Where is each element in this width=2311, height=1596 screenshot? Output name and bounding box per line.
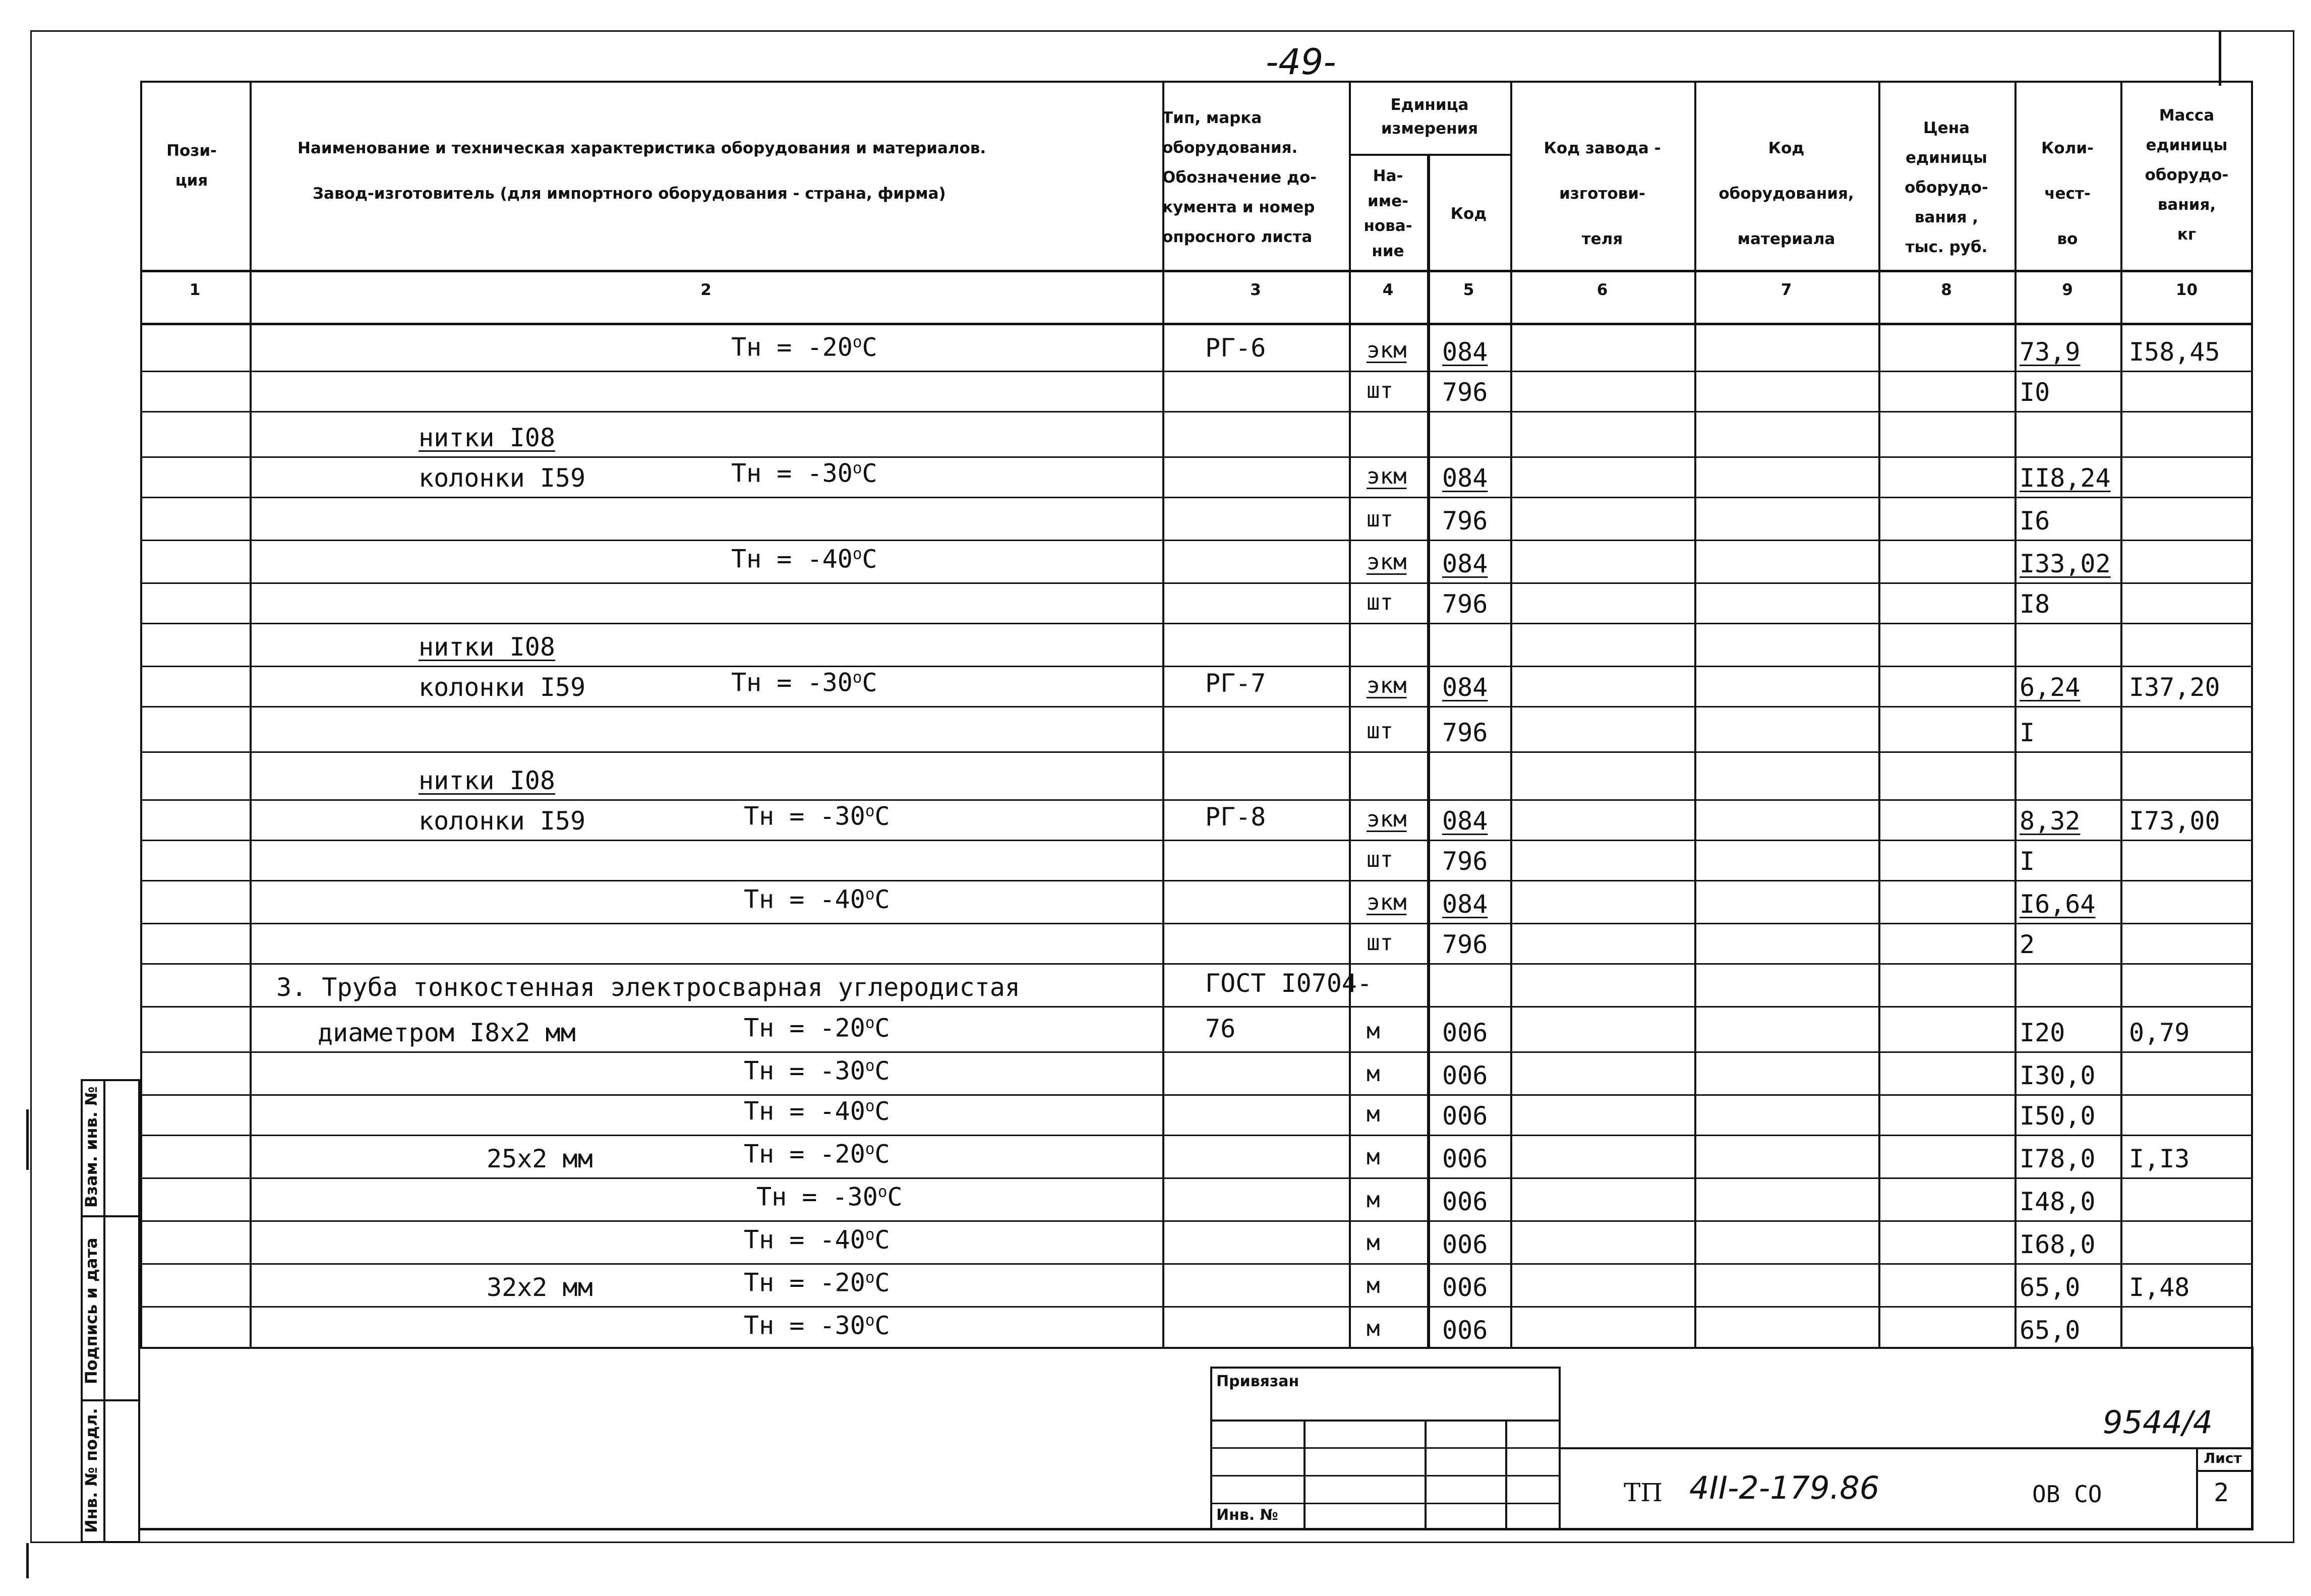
side-label-signature: Подпись и дата [82,1237,101,1384]
row-temperature: Тн = $-20^oС$ [744,1013,890,1043]
row-line [140,1051,2253,1053]
row-temperature: Тн = $-20^oС$ [744,1268,890,1297]
row-unit-code: 006 [1442,1018,1488,1047]
row-unit-code: 796 [1442,589,1488,619]
sheet-label: Лист [2204,1450,2242,1466]
privyazan-vline1 [1303,1420,1306,1530]
column-number-3: 3 [1250,281,1261,299]
row-line [140,1006,2253,1008]
side-stamp-row1 [81,1215,140,1217]
row-unit-name: м [1367,1230,1380,1256]
row-line [140,371,2253,372]
column-number-6: 6 [1596,281,1608,299]
row-name: 25x2 мм [487,1144,593,1173]
row-unit-code: 084 [1442,673,1488,702]
row-unit-code: 084 [1442,337,1488,367]
row-line [140,1306,2253,1308]
degree-unit: $^o$С [852,332,877,362]
degree-unit: $^o$С [865,1139,890,1169]
row-unit-code: 006 [1442,1061,1488,1090]
row-unit-code: 084 [1442,890,1488,919]
header-name-line2: Завод-изготовитель (для импортного оборудования - страна, фирма) [313,185,946,203]
row-temperature: Тн = $-40^oС$ [731,544,877,574]
row-line [140,582,2253,584]
row-temperature: Тн = $-20^oС$ [744,1139,890,1169]
column-number-2: 2 [700,281,712,299]
row-name: диаметром I8x2 мм [318,1018,576,1047]
row-line [140,1177,2253,1179]
row-unit-code: 796 [1442,930,1488,959]
side-stamp-split [103,1079,105,1543]
page-number: -49- [1266,41,1336,83]
row-line [140,880,2253,881]
row-quantity: 65,0 [2020,1316,2081,1345]
row-unit-name: экм [1367,549,1407,575]
degree-unit: $^o$С [865,1311,890,1340]
privyazan-line1 [1210,1420,1561,1422]
header-name-line1: Наименование и техническая характеристика оборудования и материалов. [298,139,986,157]
degree-unit: $^o$С [865,1225,890,1255]
row-unit-name: экм [1367,463,1407,489]
degree-unit: $^o$С [865,1096,890,1126]
row-quantity: 6,24 [2020,673,2081,702]
row-mass: I58,45 [2129,337,2220,367]
row-line [140,1094,2253,1096]
row-quantity: I78,0 [2020,1144,2096,1173]
row-unit-name: шт [1367,506,1393,532]
degree-unit: $^o$С [852,458,877,488]
row-temperature: Тн = $-30^oС$ [744,1056,890,1086]
archive-number: 9544/4 [2103,1404,2213,1441]
header-position: Пози- ция [166,142,217,190]
row-quantity: II8,24 [2020,463,2111,493]
header-bottom-line [140,270,2253,272]
row-name: колонки I59 [419,463,586,493]
column-number-5: 5 [1463,281,1474,299]
row-unit-name: экм [1367,806,1407,832]
privyazan-line4 [1210,1503,1561,1504]
header-factory-code: Код завода - изготови- теля [1544,139,1661,248]
row-type: РГ-6 [1205,333,1266,363]
row-unit-code: 006 [1442,1144,1488,1173]
row-quantity: I68,0 [2020,1230,2096,1259]
stamp-bottom-line [140,1528,2253,1530]
row-line [140,1220,2253,1222]
row-quantity: I20 [2020,1018,2065,1047]
row-unit-name: м [1367,1018,1380,1044]
row-type: ГОСТ I0704- [1205,969,1373,998]
title-block-top [1561,1447,2253,1449]
row-unit-code: 006 [1442,1316,1488,1345]
degree-unit: $^o$С [852,668,877,697]
row-line [140,923,2253,924]
row-unit-name: м [1367,1316,1380,1341]
degree-unit: $^o$С [865,1268,890,1297]
privyazan-label: Привязан [1216,1373,1299,1390]
row-unit-code: 084 [1442,463,1488,493]
row-name: колонки I59 [419,673,586,702]
row-name: нитки I08 [419,766,555,795]
degree-unit: $^o$С [865,884,890,914]
header-price: Цена единицы оборудо- вания , тыс. руб. [1905,119,1988,256]
row-line [140,799,2253,801]
header-mass: Масса единицы оборудо- вания, кг [2145,106,2229,244]
degree-unit: $^o$С [865,801,890,831]
row-unit-code: 796 [1442,718,1488,747]
row-name: колонки I59 [419,806,586,836]
header-unit-name: На- име- нова- ние [1364,167,1412,260]
margin-tick-1 [26,1109,29,1170]
privyazan-vline2 [1425,1420,1427,1530]
row-temperature: Тн = $-20^oС$ [731,332,877,362]
row-line [140,1263,2253,1265]
row-unit-name: экм [1367,890,1407,915]
row-quantity: I0 [2020,378,2050,407]
row-temperature: Тн = $-30^oС$ [744,801,890,831]
inv-no-label: Инв. № [1216,1506,1278,1524]
privyazan-line2 [1210,1447,1561,1449]
sheet-number: 2 [2214,1478,2229,1507]
row-line [140,623,2253,624]
row-temperature: Тн = $-30^oС$ [731,668,877,697]
column-number-4: 4 [1382,281,1394,299]
row-unit-name: м [1367,1273,1380,1298]
privyazan-line3 [1210,1475,1561,1476]
row-quantity: 65,0 [2020,1273,2081,1302]
unit-group-line [1349,154,1510,156]
column-number-8: 8 [1941,281,1952,299]
row-temperature: Тн = $-30^oС$ [756,1182,903,1212]
row-type: РГ-8 [1205,802,1266,832]
degree-unit: $^o$С [865,1013,890,1043]
row-unit-code: 006 [1442,1230,1488,1259]
row-mass: I,I3 [2129,1144,2190,1173]
doc-number: 4II-2-179.86 [1689,1469,1880,1506]
sheet-box-split [2196,1470,2253,1472]
row-mass: I37,20 [2129,673,2220,702]
row-line [140,540,2253,541]
corner-tab-line [2219,30,2221,86]
doc-code: ОВ СО [2032,1481,2102,1508]
margin-tick-2 [26,1543,29,1578]
side-label-inv: Инв. № подл. [82,1408,101,1533]
row-unit-name: м [1367,1144,1380,1170]
row-quantity: I30,0 [2020,1061,2096,1090]
row-temperature: Тн = $-40^oС$ [744,884,890,914]
row-unit-code: 084 [1442,549,1488,578]
row-line [140,706,2253,707]
row-quantity: I6,64 [2020,890,2096,919]
row-quantity: I50,0 [2020,1101,2096,1131]
row-unit-name: м [1367,1061,1380,1087]
row-unit-name: шт [1367,718,1393,744]
row-line [140,1135,2253,1136]
header-quantity: Коли- чест- во [2041,139,2094,248]
side-label-replace: Взам. инв. № [82,1086,101,1208]
row-name: нитки I08 [419,423,555,452]
row-temperature: Тн = $-40^oС$ [744,1096,890,1126]
row-unit-name: экм [1367,673,1407,698]
row-temperature: Тн = $-30^oС$ [731,458,877,488]
row-mass: I,48 [2129,1273,2190,1302]
row-unit-name: м [1367,1101,1380,1127]
row-name: 32x2 мм [487,1273,593,1302]
row-mass: I73,00 [2129,806,2220,836]
row-unit-name: шт [1367,930,1393,956]
row-type: РГ-7 [1205,669,1266,698]
row-quantity: I48,0 [2020,1187,2096,1216]
row-unit-code: 006 [1442,1273,1488,1302]
row-quantity: I [2020,718,2035,747]
header-unit-code: Код [1450,205,1487,223]
colnum-bottom-line [140,323,2253,325]
row-quantity: I33,02 [2020,549,2111,578]
column-number-7: 7 [1781,281,1792,299]
degree-unit: $^o$С [852,544,877,574]
row-line [140,411,2253,412]
row-quantity: 2 [2020,930,2035,959]
row-unit-code: 796 [1442,378,1488,407]
row-line [140,840,2253,841]
header-type: Тип, марка оборудования. Обозначение до- кумента и номер опросного листа [1162,109,1317,246]
row-line [140,666,2253,667]
side-stamp-row2 [81,1399,140,1401]
row-mass: 0,79 [2129,1018,2190,1047]
row-quantity: 73,9 [2020,337,2081,367]
row-quantity: I8 [2020,589,2050,619]
row-unit-name: шт [1367,847,1393,872]
row-quantity: I6 [2020,506,2050,536]
degree-unit: $^o$С [865,1056,890,1086]
row-unit-code: 796 [1442,847,1488,876]
row-line [140,751,2253,753]
column-number-9: 9 [2062,281,2073,299]
header-equipment-code: Код оборудования, материала [1719,139,1854,248]
row-name: нитки I08 [419,632,555,662]
row-unit-code: 006 [1442,1101,1488,1131]
row-temperature: Тн = $-40^oС$ [744,1225,890,1255]
column-number-10: 10 [2175,281,2198,299]
header-unit-group: Единица измерения [1381,96,1478,138]
row-line [140,456,2253,458]
privyazan-vline3 [1505,1420,1507,1530]
row-unit-code: 796 [1442,506,1488,536]
doc-prefix: ТП [1624,1478,1663,1507]
row-type: 76 [1205,1014,1236,1043]
row-quantity: I [2020,847,2035,876]
row-name: 3. Труба тонкостенная электросварная углеродистая [276,973,1021,1002]
row-line [140,497,2253,498]
row-unit-name: шт [1367,378,1393,403]
row-unit-name: экм [1367,337,1407,363]
row-temperature: Тн = $-30^oС$ [744,1311,890,1340]
row-line [140,963,2253,965]
degree-unit: $^o$С [877,1182,903,1212]
row-unit-name: шт [1367,589,1393,615]
row-quantity: 8,32 [2020,806,2081,836]
column-number-1: 1 [189,281,201,299]
row-unit-name: м [1367,1187,1380,1213]
row-unit-code: 084 [1442,806,1488,836]
row-unit-code: 006 [1442,1187,1488,1216]
